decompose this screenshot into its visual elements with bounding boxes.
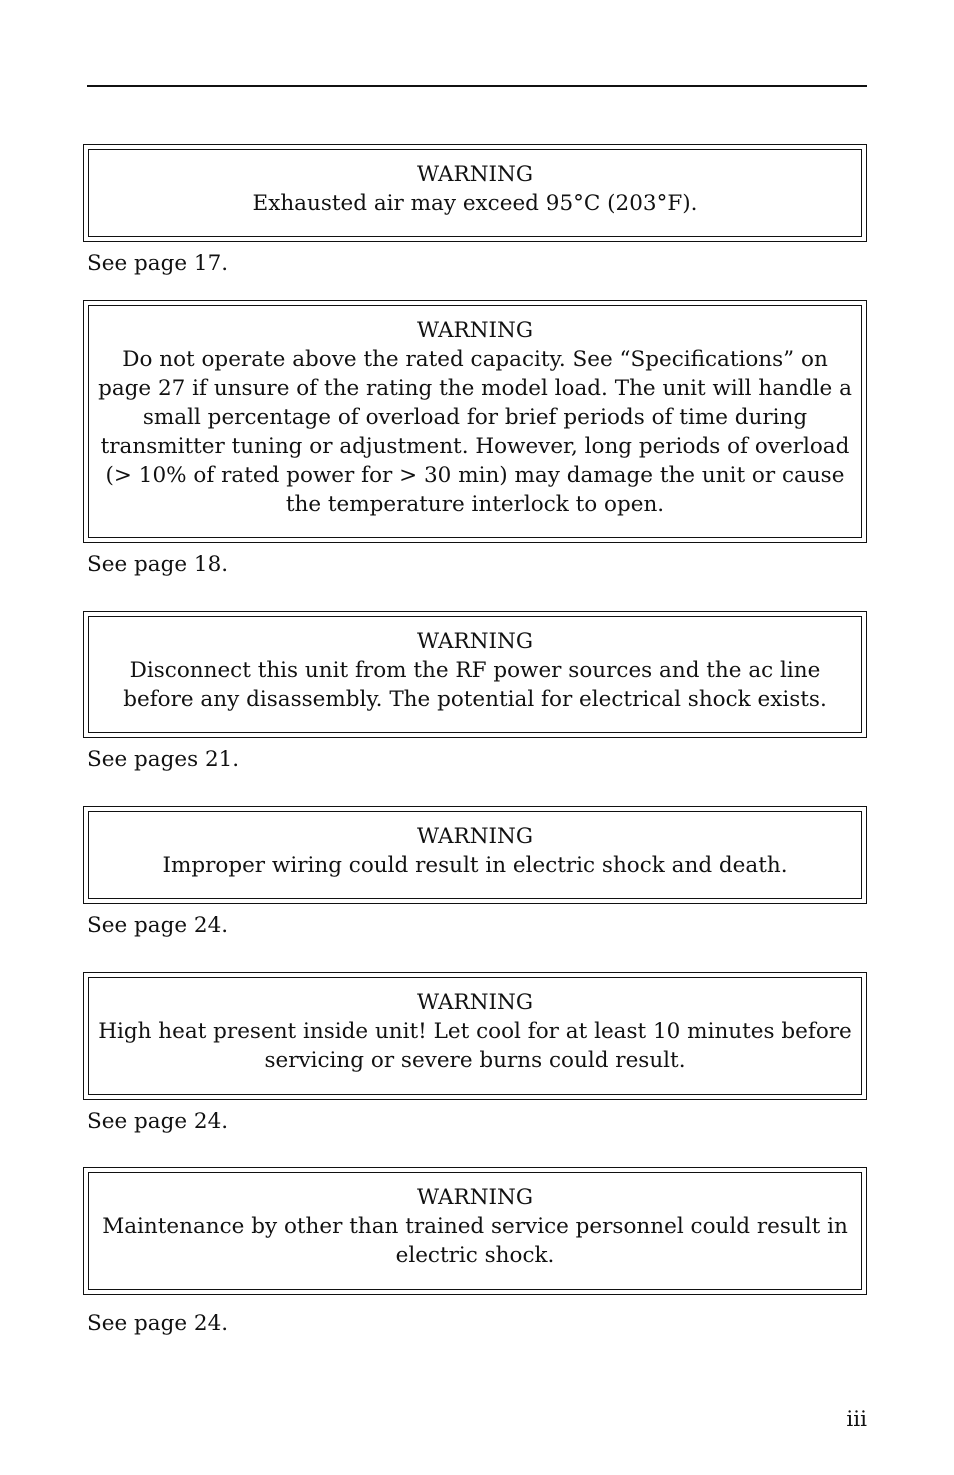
warning-box-inner <box>88 305 862 538</box>
warning-title: WARNING <box>416 318 534 343</box>
warning-text: Exhausted air may exceed 95°C (203°F). <box>252 191 698 216</box>
page-reference-3: See pages 21. <box>87 747 240 772</box>
warning-box-inner <box>88 149 862 237</box>
warning-box-6 <box>83 1167 867 1295</box>
warning-title: WARNING <box>416 629 534 654</box>
warning-title: WARNING <box>416 824 534 849</box>
page-reference-5: See page 24. <box>87 1109 229 1134</box>
warning-text: Disconnect this unit from the RF power sources and the ac line before any disassembly. The potential for electrical shock exists. <box>123 658 827 712</box>
page-number: iii <box>846 1407 867 1432</box>
warning-title: WARNING <box>416 990 534 1015</box>
page-reference-4: See page 24. <box>87 913 229 938</box>
warning-text: Maintenance by other than trained service personnel could result in electric shock. <box>102 1214 848 1268</box>
warning-text: Do not operate above the rated capacity. See “Specifications” on page 27 if unsure of the rating the model load. The unit will handle a small percentage of overload for brief periods of time during transmitter tuning or adjustment. However, long periods of overload (> 10% of rated power for > 30 min) may damage the unit or cause the temperature interlock to open. <box>98 347 852 517</box>
page-reference-2: See page 18. <box>87 552 229 577</box>
warning-title: WARNING <box>416 1185 534 1210</box>
warning-box-inner <box>88 616 862 733</box>
warning-box-3 <box>83 611 867 738</box>
warning-box-4 <box>83 806 867 904</box>
warning-box-5 <box>83 972 867 1100</box>
warning-box-2 <box>83 300 867 543</box>
header-rule <box>87 85 867 87</box>
warning-text: High heat present inside unit! Let cool for at least 10 minutes before servicing or severe burns could result. <box>98 1019 852 1073</box>
warning-box-inner <box>88 977 862 1095</box>
warning-title: WARNING <box>416 162 534 187</box>
warning-box-inner <box>88 811 862 899</box>
page-reference-1: See page 17. <box>87 251 229 276</box>
warning-box-inner <box>88 1172 862 1290</box>
page-reference-6: See page 24. <box>87 1311 229 1336</box>
warning-text: Improper wiring could result in electric shock and death. <box>162 853 788 878</box>
warning-box-1 <box>83 144 867 242</box>
